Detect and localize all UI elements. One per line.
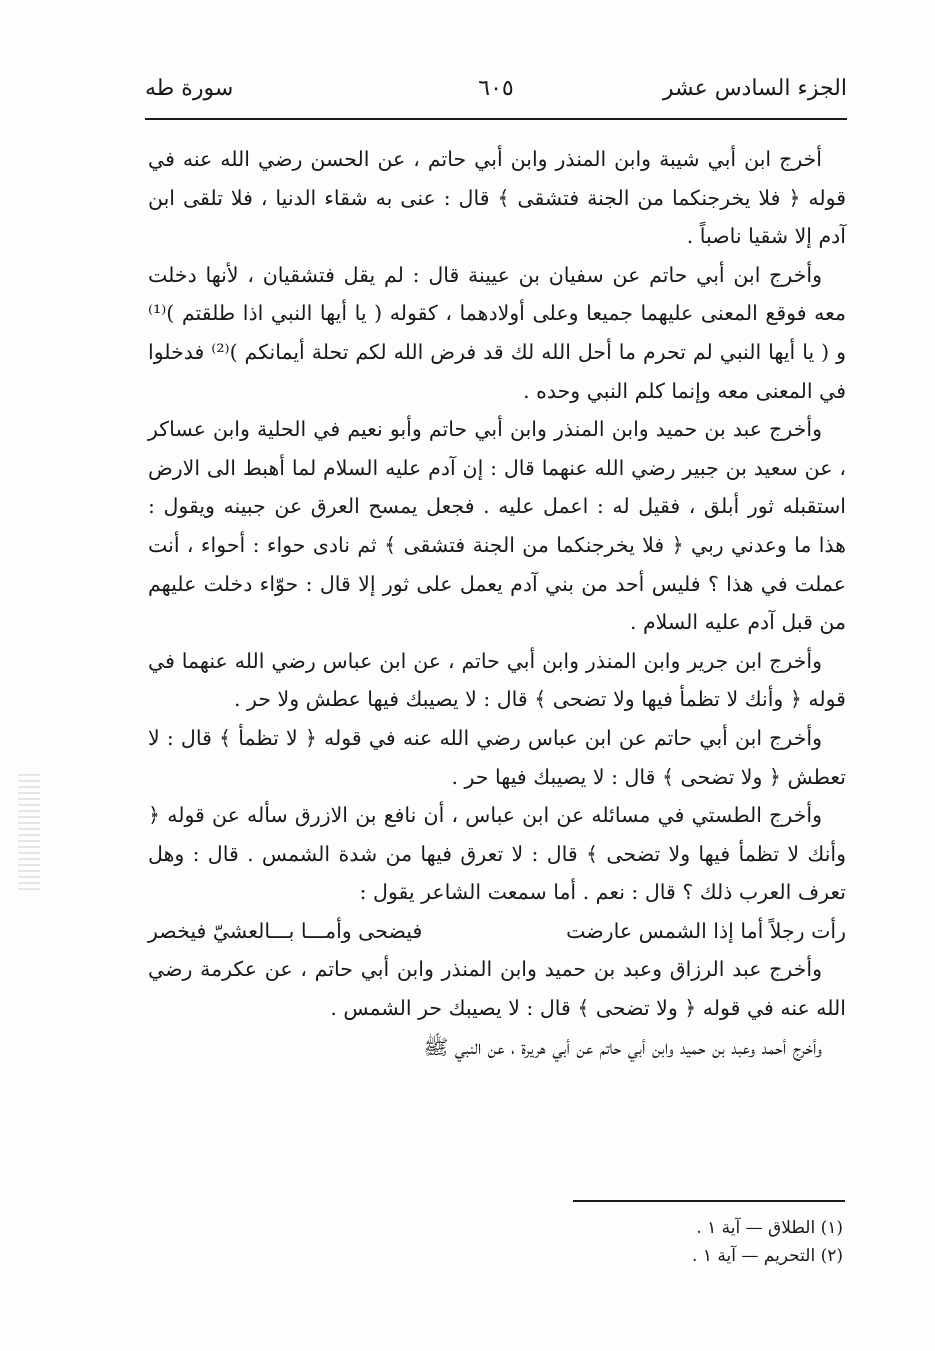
footnote: (٢) التحريم — آية ١ .: [692, 1246, 843, 1266]
footnotes: [443, 1214, 843, 1270]
scan-artifact: [18, 770, 40, 890]
paragraph: وأخرج ابن أبي حاتم عن ابن عباس رضي الله عنه في قوله ﴿ لا تظمأ ﴾ قال : لا تعطش ﴿ ولا تضحى ﴾ قال : لا يصيبك فيها حر .: [148, 725, 846, 789]
part-title: الجزء السادس عشر: [662, 76, 847, 101]
paragraph: وأخرج عبد بن حميد وابن المنذر وابن أبي حاتم وأبو نعيم في الحلية وابن عساكر ، عن سعيد بن جبير رضي الله عنهما قال : إن آدم عليه السلام لما أهبط الى الارض استقبله ثور أبلق ، فقيل له : اعمل عليه . فجعل يمسح العرق عن جبينه ويقول : هذا ما وعدني ربي ﴿ فلا يخرجنكما من الجنة فتشقى ﴾ ثم نادى حواء : أحواء ، أنت عملت في هذا ؟ فليس أحد من بني آدم يعمل على ثور إلا قال : حوّاء دخلت عليهم من قبل آدم عليه السلام .: [148, 417, 846, 635]
poetry-verse: [148, 912, 846, 951]
verse-first-hemistich: رأت رجلاً أما إذا الشمس عارضت: [566, 918, 846, 943]
header-divider: [145, 118, 847, 120]
footnote-divider: [573, 1200, 845, 1202]
paragraph: وأخرج أحمد وعبد بن حميد وابن أبي حاتم عن أبي هريرة ، عن النبي ﷺ: [423, 1034, 822, 1059]
paragraph: وأخرج ابن جرير وابن المنذر وابن أبي حاتم ، عن ابن عباس رضي الله عنهما في قوله ﴿ وأنك لا تظمأ فيها ولا تضحى ﴾ قال : لا يصيبك فيها عطش ولا حر .: [148, 648, 846, 712]
page-header: [145, 70, 847, 110]
paragraph: أخرج ابن أبي شيبة وابن المنذر وابن أبي حاتم ، عن الحسن رضي الله عنه في قوله ﴿ فلا يخرجنكما من الجنة فتشقى ﴾ قال : عنى به شقاء الدنيا ، فلا تلقى ابن آدم إلا شقيا ناصباً .: [148, 147, 846, 249]
verse-second-hemistich: فيضحى وأمـــا بـــالعشيّ فيخصر: [148, 918, 423, 943]
surah-name: سورة طه: [145, 76, 234, 101]
page-number: ٦٠٥: [478, 76, 514, 101]
paragraph: وأخرج عبد الرزاق وعبد بن حميد وابن المنذر وابن أبي حاتم ، عن عكرمة رضي الله عنه في قوله ﴿ ولا تضحى ﴾ قال : لا يصيبك حر الشمس .: [148, 957, 846, 1021]
paragraph: وأخرج الطستي في مسائله عن ابن عباس ، أن نافع بن الازرق سأله عن قوله ﴿ وأنك لا تظمأ فيها ولا تضحى ﴾ قال : لا تعرق فيها من شدة الشمس . قال : وهل تعرف العرب ذلك ؟ قال : نعم . أما سمعت الشاعر يقول :: [148, 803, 846, 905]
main-text: [148, 140, 846, 1066]
footnote: (١) الطلاق — آية ١ .: [696, 1218, 843, 1238]
paragraph: وأخرج ابن أبي حاتم عن سفيان بن عيينة قال : لم يقل فتشقيان ، لأنها دخلت معه فوقع المعنى عليهما جميعا وعلى أولادهما ، كقوله ( يا أيها النبي اذا طلقتم )⁽¹⁾ و ( يا أيها النبي لم تحرم ما أحل الله لك قد فرض الله لكم تحلة أيمانكم )⁽²⁾ فدخلوا في المعنى معه وإنما كلم النبي وحده .: [148, 262, 847, 403]
